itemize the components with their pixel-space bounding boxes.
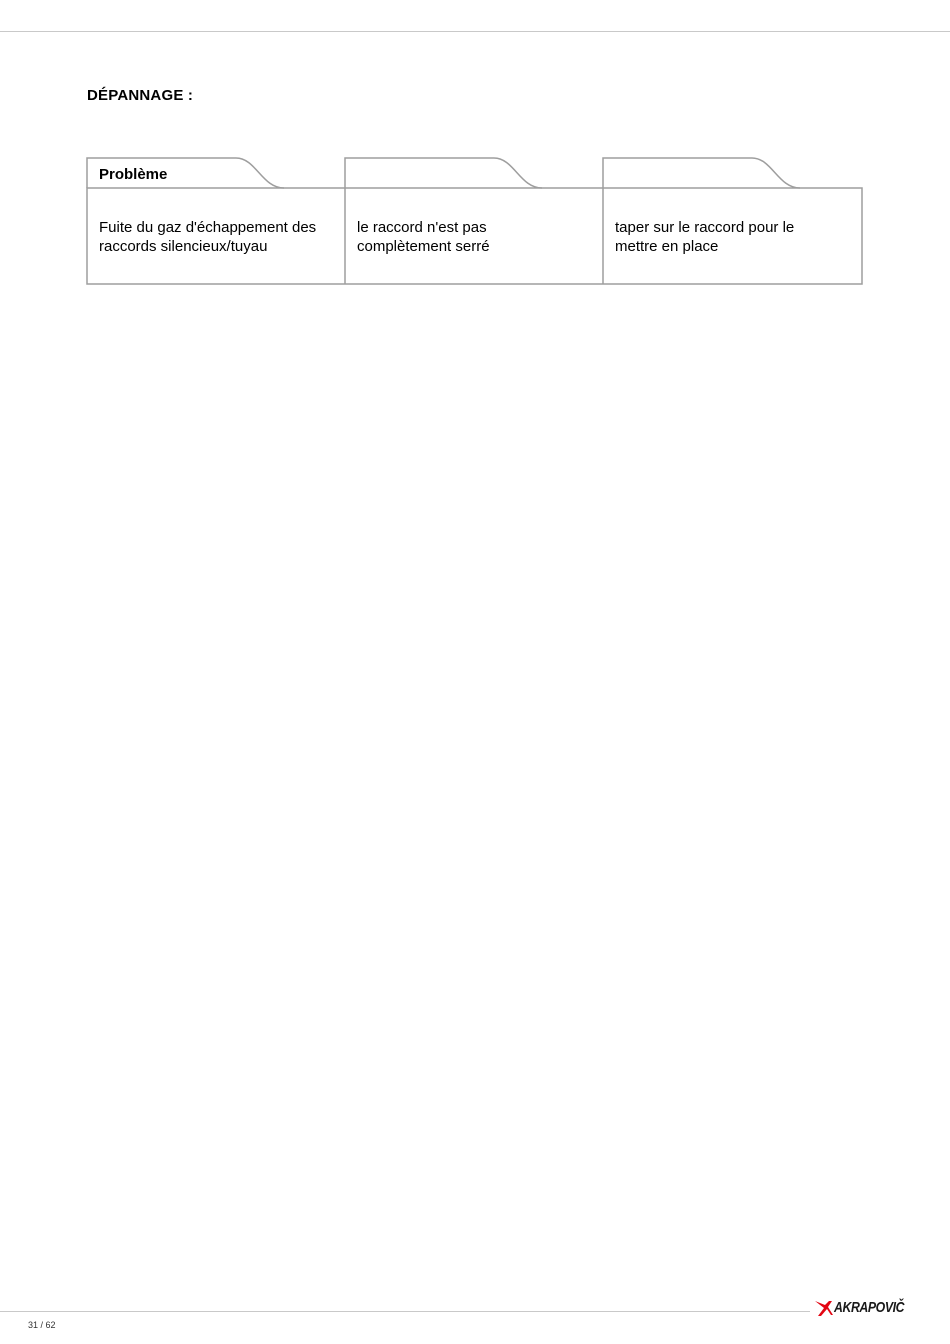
scorpion-icon <box>812 1297 834 1319</box>
troubleshooting-table-frame <box>0 0 950 320</box>
page-number: 31 / 62 <box>28 1320 56 1330</box>
table-cell-cause: le raccord n'est pas complètement serré <box>357 219 490 255</box>
akrapovic-logo <box>812 1297 905 1319</box>
column-header-probleme: Problème <box>99 166 168 183</box>
footer-rule <box>0 1311 810 1312</box>
table-cell-problem: Fuite du gaz d'échappement des raccords silencieux/tuyau <box>99 219 317 255</box>
logo-wordmark: AKRAPOVIČ <box>834 1299 905 1316</box>
page-heading: DÉPANNAGE : <box>87 87 194 104</box>
table-cell-solution: taper sur le raccord pour le mettre en place <box>615 219 795 255</box>
